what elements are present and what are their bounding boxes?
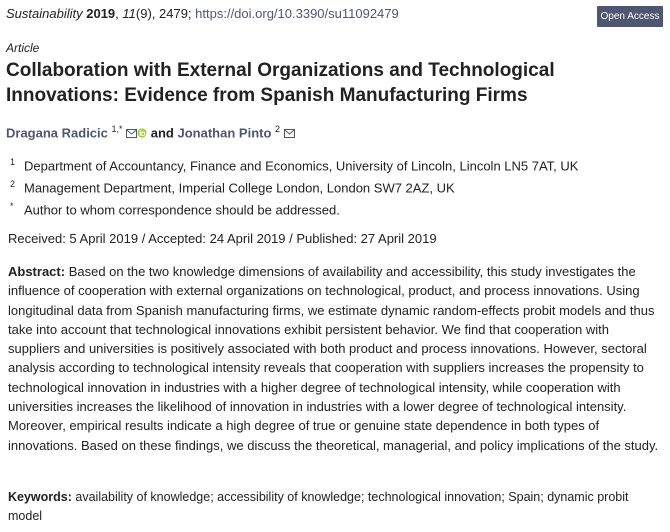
- citation-line: Sustainability 2019, 11(9), 2479; https://doi.org/10.3390/su11092479: [6, 6, 399, 21]
- abstract: [8, 262, 660, 455]
- issue-number: (9): [135, 6, 152, 21]
- volume-number: 11: [122, 6, 136, 21]
- author-link-radicic[interactable]: Dragana Radicic: [6, 125, 108, 141]
- affiliation-mark: *: [10, 201, 14, 211]
- publication-year: 2019: [86, 6, 116, 21]
- keywords: [8, 488, 660, 526]
- keywords-text: availability of knowledge; accessibility of knowledge; technological innovation; Spain; dynamic probit model: [8, 490, 629, 523]
- affiliation-item: [10, 157, 578, 173]
- article-number: , 2479;: [151, 6, 196, 21]
- affiliation-text: Management Department, Imperial College London, London SW7 2AZ, UK: [24, 180, 455, 196]
- doi-link[interactable]: https://doi.org/10.3390/su11092479: [195, 6, 399, 21]
- affiliation-text: Department of Accountancy, Finance and Economics, University of Lincoln, Lincoln LN5 7AT, UK: [24, 158, 579, 174]
- affiliation-item: [10, 179, 455, 195]
- open-access-button[interactable]: Open Access: [597, 6, 663, 27]
- publication-dates: Received: 5 April 2019 / Accepted: 24 April 2019 / Published: 27 April 2019: [8, 231, 437, 246]
- author-separator: and: [150, 125, 174, 141]
- article-title: Collaboration with External Organizations and Technological Innovations: Evidence from Spanish Manufacturing Firms: [6, 60, 555, 106]
- abstract-label: Abstract:: [8, 264, 66, 279]
- orcid-icon[interactable]: [137, 126, 147, 141]
- affiliation-mark: 2: [10, 179, 16, 189]
- affiliation-text: Author to whom correspondence should be addressed.: [24, 202, 340, 218]
- email-icon[interactable]: [126, 126, 137, 141]
- email-icon[interactable]: [284, 126, 295, 141]
- affiliation-mark: 1: [10, 157, 16, 167]
- article-type-label: Article: [6, 41, 40, 55]
- keywords-label: Keywords:: [8, 490, 72, 504]
- author-affiliation-marks: 2: [275, 124, 281, 134]
- author-link-pinto[interactable]: Jonathan Pinto: [177, 125, 272, 141]
- author-list: [6, 124, 295, 141]
- affiliation-item: [10, 201, 340, 217]
- journal-name: Sustainability: [6, 6, 83, 21]
- abstract-text: Based on the two knowledge dimensions of availability and accessibility, this study investigates the influence of cooperation with external organizations on technological, product, and process innovations. Using longitudinal data from Spanish manufacturing firms, we estimate dynamic random-effects probit models and thus take into account that technological innovations exhibit persistent behavior. We find that cooperation with suppliers and universities is positively associated with both product and process innovations. However, sectoral analysis according to technological intensity reveals that cooperation with suppliers increases the propensity to technological innovation in industries with a higher degree of technological intensity, while cooperation with universities increases the likelihood of innovation in industries with a lower degree of technological intensity. Moreover, empirical results indicate a high degree of true or genuine state dependence in both types of innovations. Based on these findings, we discuss the theoretical, managerial, and policy implications of the study.: [8, 264, 659, 453]
- author-affiliation-marks: 1,*: [111, 124, 123, 134]
